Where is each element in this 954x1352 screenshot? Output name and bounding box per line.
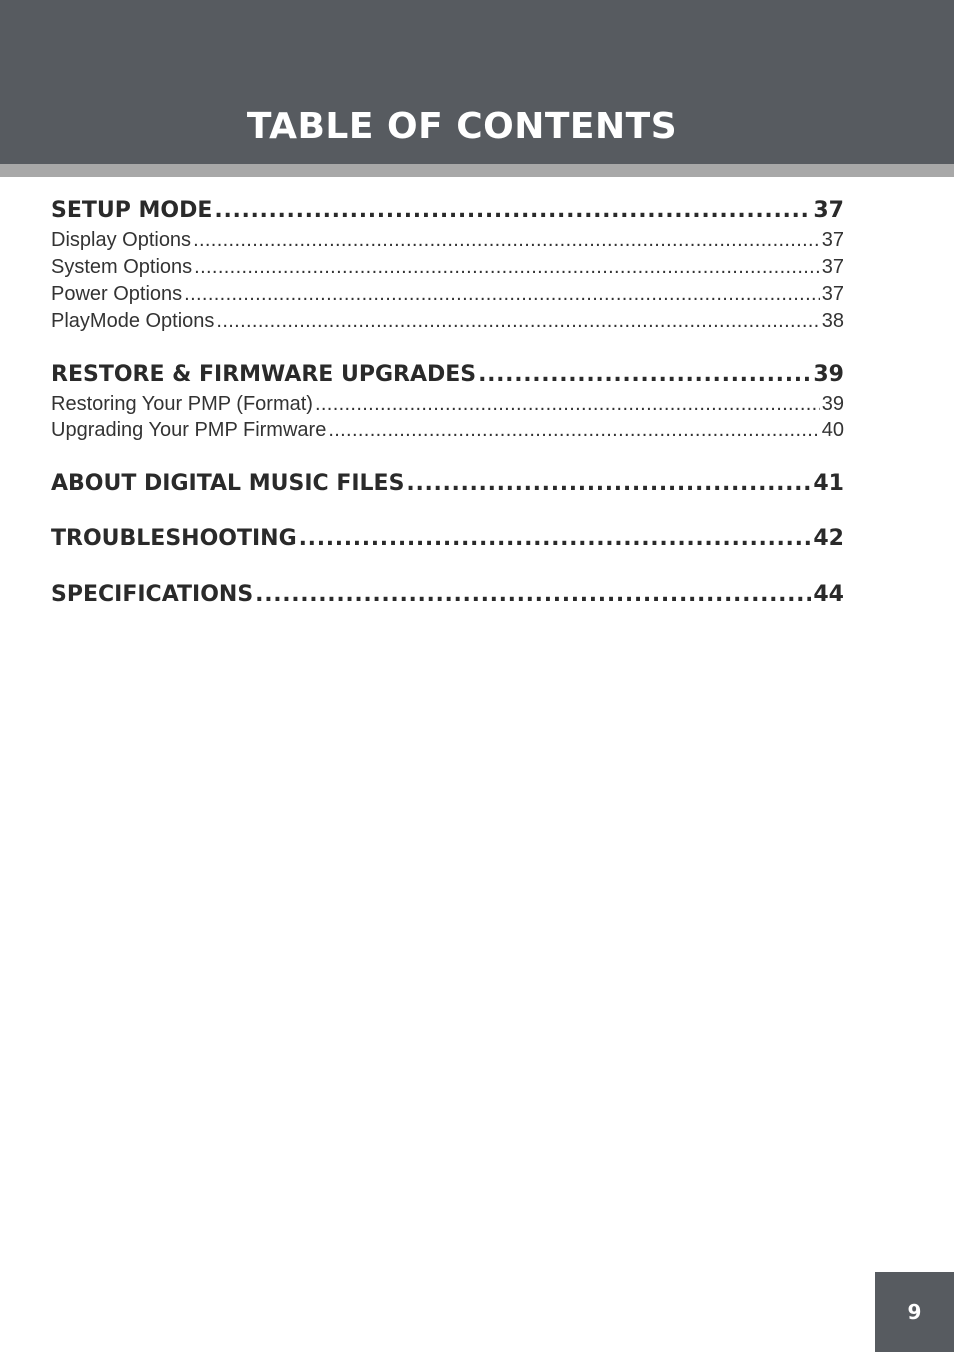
dot-leader	[216, 308, 819, 334]
dot-leader	[406, 469, 811, 499]
dot-leader	[214, 196, 811, 226]
dot-leader	[299, 524, 812, 554]
toc-entry-page: 37	[821, 256, 844, 278]
toc-entry-label: TROUBLESHOOTING	[51, 526, 297, 551]
toc-entry-label: ABOUT DIGITAL MUSIC FILES	[51, 471, 405, 496]
dot-leader	[255, 580, 811, 610]
dot-leader	[328, 417, 819, 443]
toc-entry-page: 44	[813, 582, 844, 607]
toc-entry-page: 39	[813, 362, 844, 387]
toc-entry-label: Upgrading Your PMP Firmware	[51, 419, 327, 441]
page-title: TABLE OF CONTENTS	[246, 106, 678, 147]
dot-leader	[315, 391, 820, 417]
toc-entry-page: 38	[821, 310, 844, 332]
dot-leader	[193, 227, 820, 253]
toc-entry-specifications	[51, 580, 844, 610]
toc-entry-label: System Options	[51, 256, 193, 278]
toc-entry-page: 37	[821, 229, 844, 251]
dot-leader	[478, 360, 811, 390]
toc-entry-label: Power Options	[51, 283, 183, 305]
toc-entry-digital-music-files	[51, 469, 844, 499]
toc-entry-restore-firmware	[51, 360, 844, 390]
toc-entry-label: Display Options	[51, 229, 192, 251]
dot-leader	[184, 281, 820, 307]
toc-entry-system-options	[51, 254, 844, 280]
toc-entry-label: PlayMode Options	[51, 310, 215, 332]
toc-entry-page: 37	[821, 283, 844, 305]
toc-entry-upgrading-firmware	[51, 417, 844, 443]
toc-entry-label: Restoring Your PMP (Format)	[51, 393, 313, 415]
toc-entry-label: SPECIFICATIONS	[51, 582, 254, 607]
toc-entry-setup-mode	[51, 196, 844, 226]
page-number: 9	[907, 1300, 922, 1324]
toc-entry-restoring-pmp	[51, 391, 844, 417]
toc-entry-page: 40	[821, 419, 844, 441]
toc-entry-label: SETUP MODE	[51, 198, 213, 223]
header-stripe	[0, 164, 954, 177]
toc-entry-power-options	[51, 281, 844, 307]
toc-entry-playmode-options	[51, 308, 844, 334]
toc-entry-page: 39	[821, 393, 844, 415]
toc-entry-label: RESTORE & FIRMWARE UPGRADES	[51, 362, 477, 387]
toc-entry-display-options	[51, 227, 844, 253]
toc-entry-troubleshooting	[51, 524, 844, 554]
toc-entry-page: 41	[813, 471, 844, 496]
toc-entry-page: 37	[813, 198, 844, 223]
page-number-tab	[875, 1272, 954, 1352]
dot-leader	[194, 254, 820, 280]
toc-entry-page: 42	[813, 526, 844, 551]
